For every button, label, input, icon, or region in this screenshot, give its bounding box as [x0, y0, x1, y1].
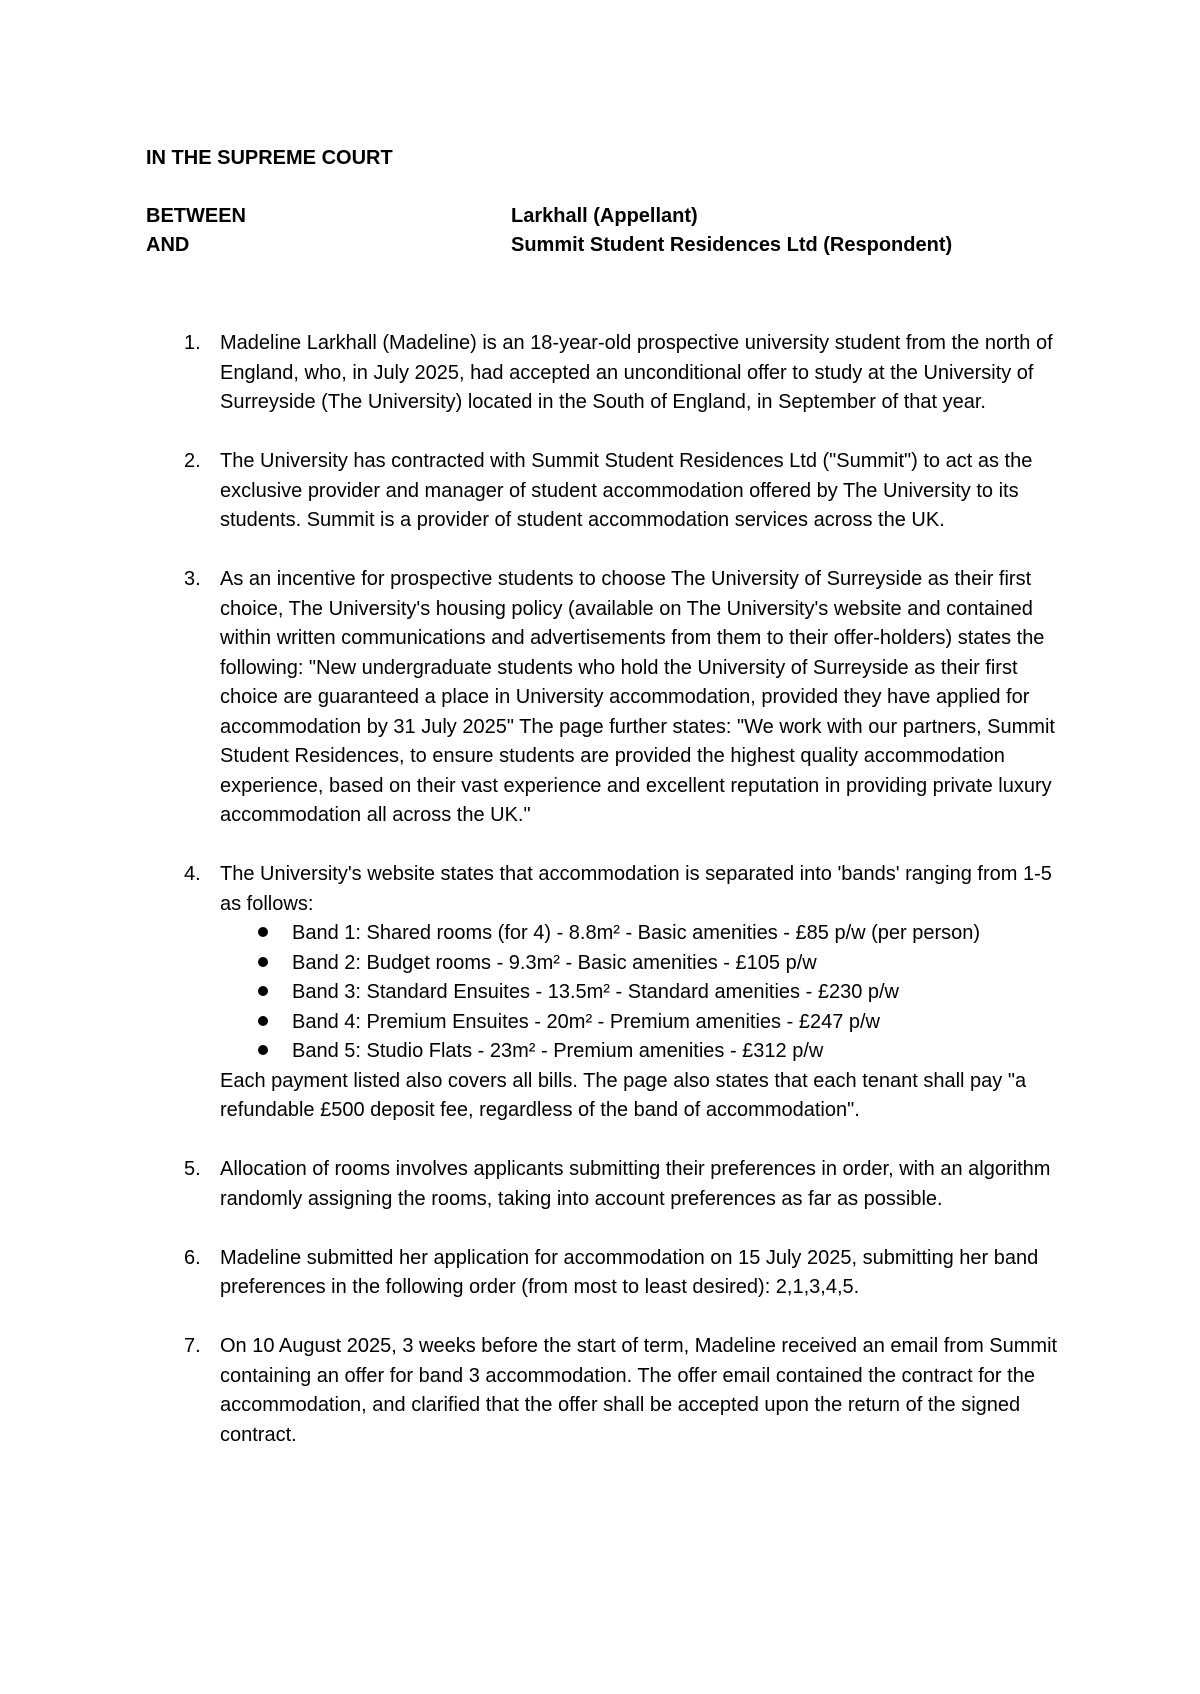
band-item: [220, 919, 1066, 949]
party-name: Summit Student Residences Ltd (Respondent): [511, 234, 953, 256]
paragraph-3: [146, 565, 1066, 831]
paragraph-text: As an incentive for prospective students to choose The University of Surreyside as their first choice, The University's housing policy (available on The University's website and contained within written communications and advertisements from them to their offer-holders) states the following: "New undergraduate students who hold the University of Surreyside as their first choice are guaranteed a place in University accommodation, provided they have applied for accommodation by 31 July 2025" The page further states: "We work with our partners, Summit Student Residences, to ensure students are provided the highest quality accommodation experience, based on their vast experience and excellent reputation in providing private luxury accommodation all across the UK.": [220, 568, 1055, 826]
band-item: [220, 1037, 1066, 1067]
paragraph-number: 3.: [184, 568, 201, 590]
band-item: [220, 978, 1066, 1008]
paragraph-text: Each payment listed also covers all bills. The page also states that each tenant shall pay "a refundable £500 deposit fee, regardless of the band of accommodation".: [220, 1069, 1027, 1121]
band-text: Band 5: Studio Flats - 23m² - Premium amenities - £312 p/w: [292, 1040, 824, 1062]
party-row-between: [146, 202, 1200, 231]
paragraph-5: [146, 1155, 1066, 1214]
bullet-icon: [258, 927, 268, 937]
party-row-and: [146, 231, 1200, 260]
bullet-icon: [258, 957, 268, 967]
parties-block: [146, 202, 1200, 260]
paragraph-7: [146, 1332, 1066, 1450]
paragraph-1: [146, 329, 1066, 418]
paragraph-text: The University has contracted with Summit Student Residences Ltd ("Summit") to act as the exclusive provider and manager of student accommodation offered by The University to its students. Summit is a provider of student accommodation services across the UK.: [220, 450, 1033, 531]
party-name: Larkhall (Appellant): [511, 205, 698, 227]
band-text: Band 4: Premium Ensuites - 20m² - Premium amenities - £247 p/w: [292, 1010, 880, 1033]
band-item: [220, 949, 1066, 979]
party-role: BETWEEN: [146, 205, 246, 227]
paragraph-text: On 10 August 2025, 3 weeks before the start of term, Madeline received an email from Summit containing an offer for band 3 accommodation. The offer email contained the contract for the accommodation, and clarified that the offer shall be accepted upon the return of the signed contract.: [220, 1335, 1058, 1446]
paragraph-2: [146, 447, 1066, 536]
band-list: [220, 919, 1066, 1067]
bullet-icon: [258, 1016, 268, 1026]
paragraph-number: 2.: [184, 450, 201, 472]
paragraph-4: [146, 860, 1066, 1126]
band-text: Band 1: Shared rooms (for 4) - 8.8m² - Basic amenities - £85 p/w (per person): [292, 922, 981, 944]
paragraph-number: 4.: [184, 863, 201, 885]
bullet-icon: [258, 986, 268, 996]
numbered-paragraphs: [146, 329, 1066, 1450]
paragraph-text: The University's website states that accommodation is separated into 'bands' ranging from 1-5 as follows:: [220, 863, 1052, 915]
paragraph-text: Allocation of rooms involves applicants submitting their preferences in order, with an algorithm randomly assigning the rooms, taking into account preferences as far as possible.: [220, 1158, 1051, 1210]
band-text: Band 2: Budget rooms - 9.3m² - Basic amenities - £105 p/w: [292, 951, 817, 974]
party-role: AND: [146, 234, 190, 256]
paragraph-6: [146, 1244, 1066, 1303]
band-item: [220, 1008, 1066, 1038]
band-text: Band 3: Standard Ensuites - 13.5m² - Standard amenities - £230 p/w: [292, 981, 900, 1003]
paragraph-number: 7.: [184, 1335, 201, 1357]
paragraph-number: 6.: [184, 1246, 201, 1269]
paragraph-text: Madeline submitted her application for accommodation on 15 July 2025, submitting her band preferences in the following order (from most to least desired): 2,1,3,4,5.: [220, 1246, 1039, 1298]
court-heading: IN THE SUPREME COURT: [146, 147, 393, 169]
paragraph-text: Madeline Larkhall (Madeline) is an 18-year-old prospective university student from the north of England, who, in July 2025, had accepted an unconditional offer to study at the University of Surreyside (The University) located in the South of England, in September of that year.: [220, 332, 1053, 413]
paragraph-number: 1.: [184, 332, 201, 354]
bullet-icon: [258, 1045, 268, 1055]
paragraph-number: 5.: [184, 1158, 201, 1180]
